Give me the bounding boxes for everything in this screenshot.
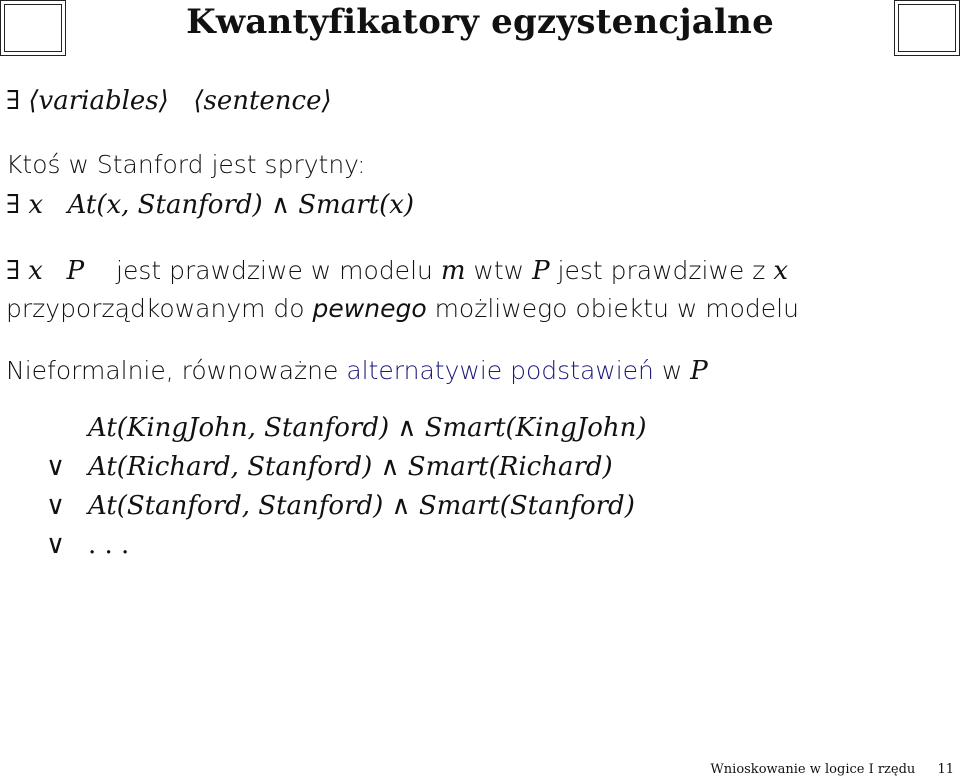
informal-p: P (690, 356, 708, 386)
expansion-row-3: At(Stanford, Stanford) ∧ Smart(Stanford) (88, 491, 635, 521)
semantics-x2: x (773, 256, 789, 286)
semantics-p: P (66, 256, 85, 286)
slide-title: Kwantyfikatory egzystencjalne (186, 2, 774, 42)
expansion-row-2: At(Richard, Stanford) ∧ Smart(Richard) (88, 452, 613, 482)
informal-in: w (661, 356, 683, 385)
or-symbol-2: ∨ (46, 491, 66, 521)
or-symbol-3: ∨ (46, 530, 66, 560)
page-number: 11 (937, 762, 954, 777)
semantics-line-2 (6, 294, 799, 323)
syntax-variables: ⟨variables⟩ (28, 86, 169, 116)
footer-text: Wnioskowanie w logice I rzędu (710, 762, 916, 777)
example-label: Ktoś w Stanford jest sprytny: (6, 150, 366, 179)
exists-symbol: ∃ (6, 86, 21, 116)
semantics-line2-emphasis: pewnego (312, 294, 427, 323)
example-formula: At(x, Stanford) ∧ Smart(x) (67, 190, 415, 220)
expansion-row-1: At(KingJohn, Stanford) ∧ Smart(KingJohn) (88, 413, 647, 443)
semantics-text-2: wtw (473, 256, 525, 285)
example-var: x (28, 190, 44, 220)
exists-symbol: ∃ (6, 256, 21, 286)
slide-footer (710, 762, 954, 777)
syntax-sentence: ⟨sentence⟩ (193, 86, 332, 116)
semantics-line-1 (6, 256, 788, 286)
syntax-line (6, 86, 332, 116)
semantics-line2-a: przyporządkowanym do (6, 294, 305, 323)
example-formula-line (6, 190, 414, 220)
semantics-m: m (440, 256, 466, 286)
or-symbol-1: ∨ (46, 452, 66, 482)
semantics-line2-b: możliwego obiektu w modelu (434, 294, 799, 323)
semantics-p2: P (532, 256, 550, 286)
semantics-var: x (28, 256, 43, 286)
informal-line (6, 356, 708, 386)
exists-symbol: ∃ (6, 190, 21, 220)
semantics-text-3: jest prawdziwe z (557, 256, 766, 285)
expansion-row-4: . . . (88, 530, 130, 560)
informal-highlight: alternatywie podstawień (346, 356, 654, 385)
informal-text: Nieformalnie, równoważne (6, 356, 339, 385)
semantics-text-1: jest prawdziwe w modelu (116, 256, 433, 285)
